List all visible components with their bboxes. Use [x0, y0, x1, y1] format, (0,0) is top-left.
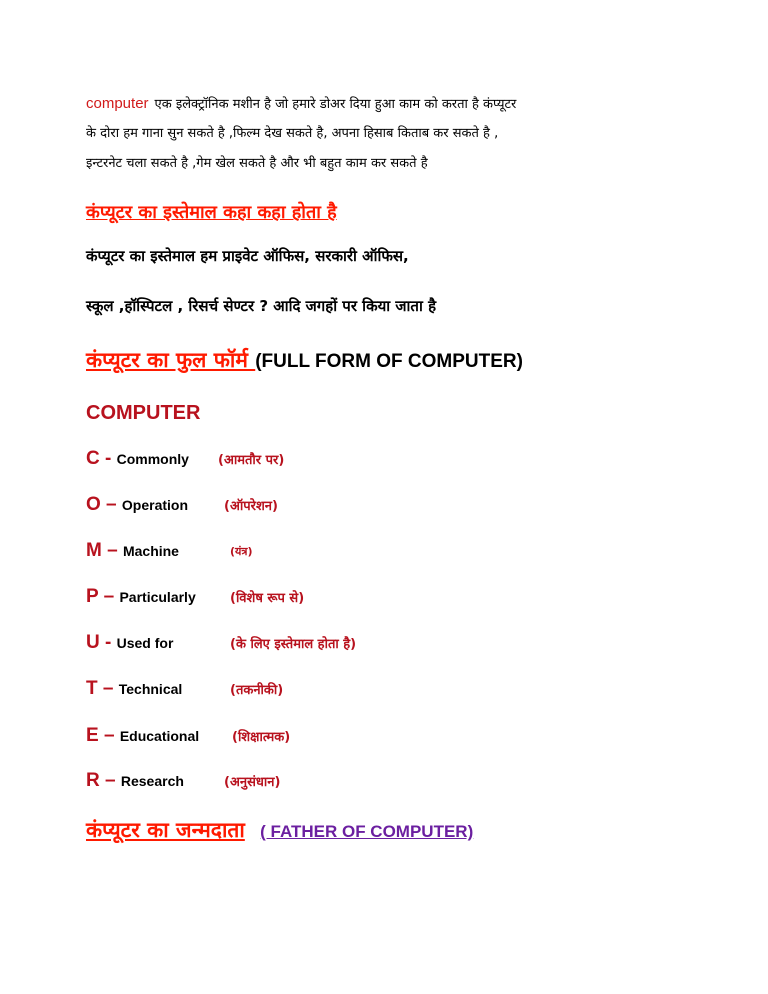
acronym-hindi: (आमतौर पर) [218, 453, 285, 468]
acronym-meaning: Research [120, 773, 184, 789]
acronym-meaning: Educational [119, 728, 200, 744]
intro-line-1-text: एक इलेक्ट्रॉनिक मशीन है जो हमारे डोअर दिया हुआ काम को करता है कंप्यूटर [154, 97, 517, 112]
acronym-meaning: Particularly [119, 589, 196, 605]
intro-line-2: के दोरा हम गाना सुन सकते है ,फिल्म देख सकते है, अपना हिसाब किताब कर सकते है , [86, 126, 499, 141]
acronym-row-c [86, 448, 706, 474]
acronym-letter: U - Used for [86, 632, 174, 653]
intro-line-3: इन्टरनेट चला सकते है ,गेम खेल सकते है और भी बहुत काम कर सकते है [86, 156, 428, 171]
acronym-hindi: (ऑपरेशन) [224, 499, 278, 514]
acronym-word: COMPUTER [86, 402, 201, 424]
acronym-row-p [86, 586, 706, 612]
acronym-row-m [86, 540, 706, 566]
acronym-letter: T – Technical [86, 678, 183, 699]
acronym-hindi: (अनुसंधान) [224, 775, 281, 790]
acronym-letter: E – Educational [86, 725, 200, 746]
acronym-letter: O – Operation [86, 494, 189, 515]
usage-heading: कंप्यूटर का इस्तेमाल कहा कहा होता है [86, 202, 337, 223]
full-form-heading-english: (FULL FORM OF COMPUTER) [255, 351, 523, 372]
acronym-hindi: (विशेष रूप से) [230, 591, 305, 606]
father-heading [86, 816, 473, 844]
acronym-letter: M – Machine [86, 540, 179, 561]
acronym-letter: C - Commonly [86, 448, 189, 469]
acronym-meaning: Technical [118, 681, 183, 697]
acronym-hindi: (तकनीकी) [230, 683, 284, 698]
acronym-row-e [86, 725, 706, 751]
father-heading-hindi: कंप्यूटर का जन्मदाता [86, 818, 245, 842]
father-heading-english: ( FATHER OF COMPUTER) [260, 822, 474, 841]
acronym-meaning: Operation [121, 497, 189, 513]
full-form-heading-hindi: कंप्यूटर का फुल फॉर्म [86, 348, 256, 372]
acronym-row-o [86, 494, 706, 520]
acronym-row-r [86, 770, 706, 796]
intro-line-1 [86, 88, 516, 121]
intro-lead-word: computer [86, 95, 149, 112]
usage-line-1: कंप्यूटर का इस्तेमाल हम प्राइवेट ऑफिस, सरकारी ऑफिस, [86, 247, 409, 265]
acronym-meaning: Machine [122, 543, 179, 559]
usage-line-2: स्कूल ,हॉस्पिटल , रिसर्च सेण्टर ? आदि जगहों पर किया जाता है [86, 297, 437, 315]
acronym-row-u [86, 632, 706, 658]
acronym-letter: P – Particularly [86, 586, 196, 607]
acronym-meaning: Used for [116, 635, 174, 651]
acronym-meaning: Commonly [116, 451, 189, 467]
acronym-letter: R – Research [86, 770, 184, 791]
acronym-row-t [86, 678, 706, 704]
acronym-hindi: (यंत्र) [230, 545, 253, 558]
full-form-heading [86, 346, 523, 374]
acronym-hindi: (के लिए इस्तेमाल होता है) [230, 637, 357, 652]
acronym-hindi: (शिक्षात्मक) [232, 730, 291, 745]
